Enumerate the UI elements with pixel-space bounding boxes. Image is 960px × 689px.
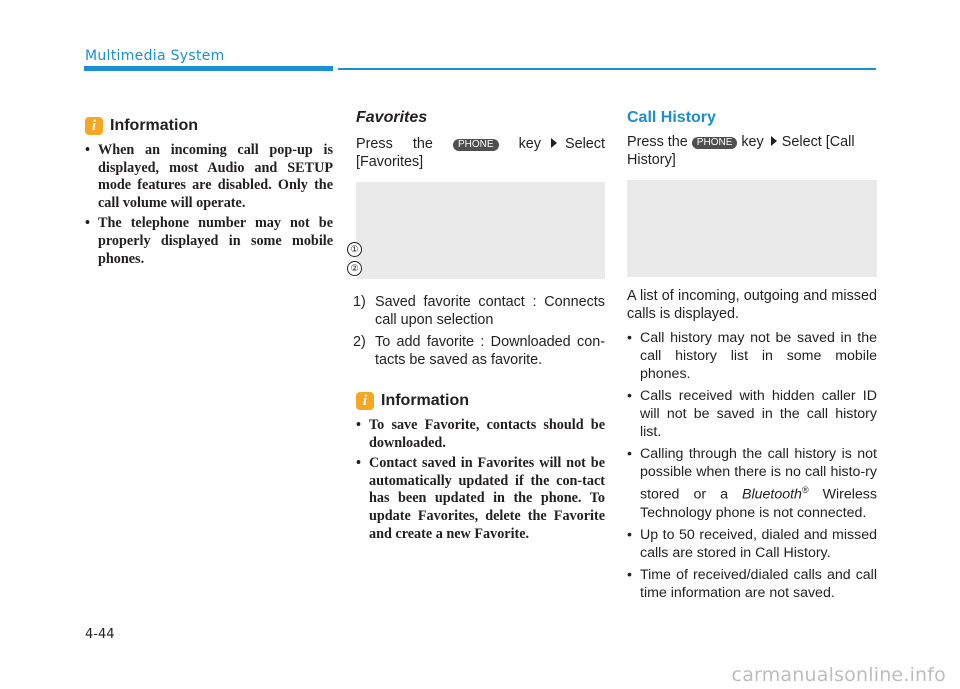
instruction-text: Select [Favorites]	[356, 136, 605, 170]
info-title: Information	[110, 117, 198, 134]
note-item	[627, 445, 877, 522]
note-item: • Call history may not be saved in the call history list in some mobile phones.	[627, 329, 877, 383]
item-text: Saved favorite contact : Connects call upon selection	[375, 294, 605, 328]
left-column	[85, 114, 333, 271]
info-heading	[85, 114, 333, 138]
info-item: • The telephone number may not be properly displayed in some mobile phones.	[85, 215, 333, 268]
info-list	[356, 417, 605, 543]
info-item: • To save Favorite, contacts should be downloaded.	[356, 417, 605, 452]
callout-2: ②	[347, 261, 362, 276]
item-number: 2)	[353, 334, 366, 350]
phone-key-badge: PHONE	[692, 137, 738, 149]
instruction-text: key	[518, 136, 541, 152]
instruction-text: Press the	[627, 134, 688, 150]
instruction-text: Select [Call History]	[627, 134, 855, 168]
info-icon: i	[85, 117, 103, 135]
registered-mark: ®	[801, 485, 809, 495]
item-text: To add favorite : Downloaded con-tacts be saved as favorite.	[375, 334, 605, 368]
instruction-text: key	[741, 134, 764, 150]
numbered-item	[353, 293, 605, 329]
call-history-notes	[627, 329, 877, 602]
info-item: • When an incoming call pop-up is displayed, most Audio and SETUP mode features are disabled. Only the call volume will operate.	[85, 142, 333, 212]
call-history-column	[627, 109, 877, 606]
call-history-instruction	[627, 133, 877, 169]
watermark: carmanualsonline.info	[731, 664, 946, 686]
note-item: • Calls received with hidden caller ID will not be saved in the call history list.	[627, 387, 877, 441]
call-history-screen-image	[627, 180, 877, 277]
info-list	[85, 142, 333, 268]
callout-1: ①	[347, 242, 362, 257]
favorites-instruction	[356, 135, 605, 171]
page-number: 4-44	[85, 627, 115, 642]
phone-key-badge: PHONE	[453, 139, 499, 151]
note-item: • Up to 50 received, dialed and missed calls are stored in Call History.	[627, 526, 877, 562]
call-history-title: Call History	[627, 109, 716, 126]
favorites-screen-image	[350, 182, 605, 279]
info-title: Information	[381, 392, 469, 409]
header-rule-thin	[338, 68, 876, 70]
info-icon: i	[356, 392, 374, 410]
favorites-numbered-list	[353, 293, 605, 369]
section-header-title: Multimedia System	[85, 48, 225, 64]
info-heading	[356, 389, 605, 413]
note-text: Wireless Technology phone is not connected.	[640, 486, 877, 521]
item-number: 1)	[353, 294, 366, 310]
call-history-intro: A list of incoming, outgoing and missed calls is displayed.	[627, 288, 877, 322]
note-text: Calling through the call history is not possible when there is no call histo-ry stored or a	[640, 446, 877, 503]
favorites-title: Favorites	[356, 109, 428, 126]
favorites-column	[350, 109, 605, 546]
arrow-right-icon	[771, 136, 777, 146]
header-rule-thick	[84, 66, 333, 71]
numbered-item	[353, 333, 605, 369]
note-item: • Time of received/dialed calls and call time information are not saved.	[627, 566, 877, 602]
instruction-text: Press the	[356, 136, 433, 152]
arrow-right-icon	[551, 138, 557, 148]
bluetooth-brand: Bluetooth	[741, 486, 802, 503]
info-item: • Contact saved in Favorites will not be automatically updated if the con-tact has been updated in the phone. To update Favorites, delete the Favorite and create a new Favorite.	[356, 455, 605, 543]
